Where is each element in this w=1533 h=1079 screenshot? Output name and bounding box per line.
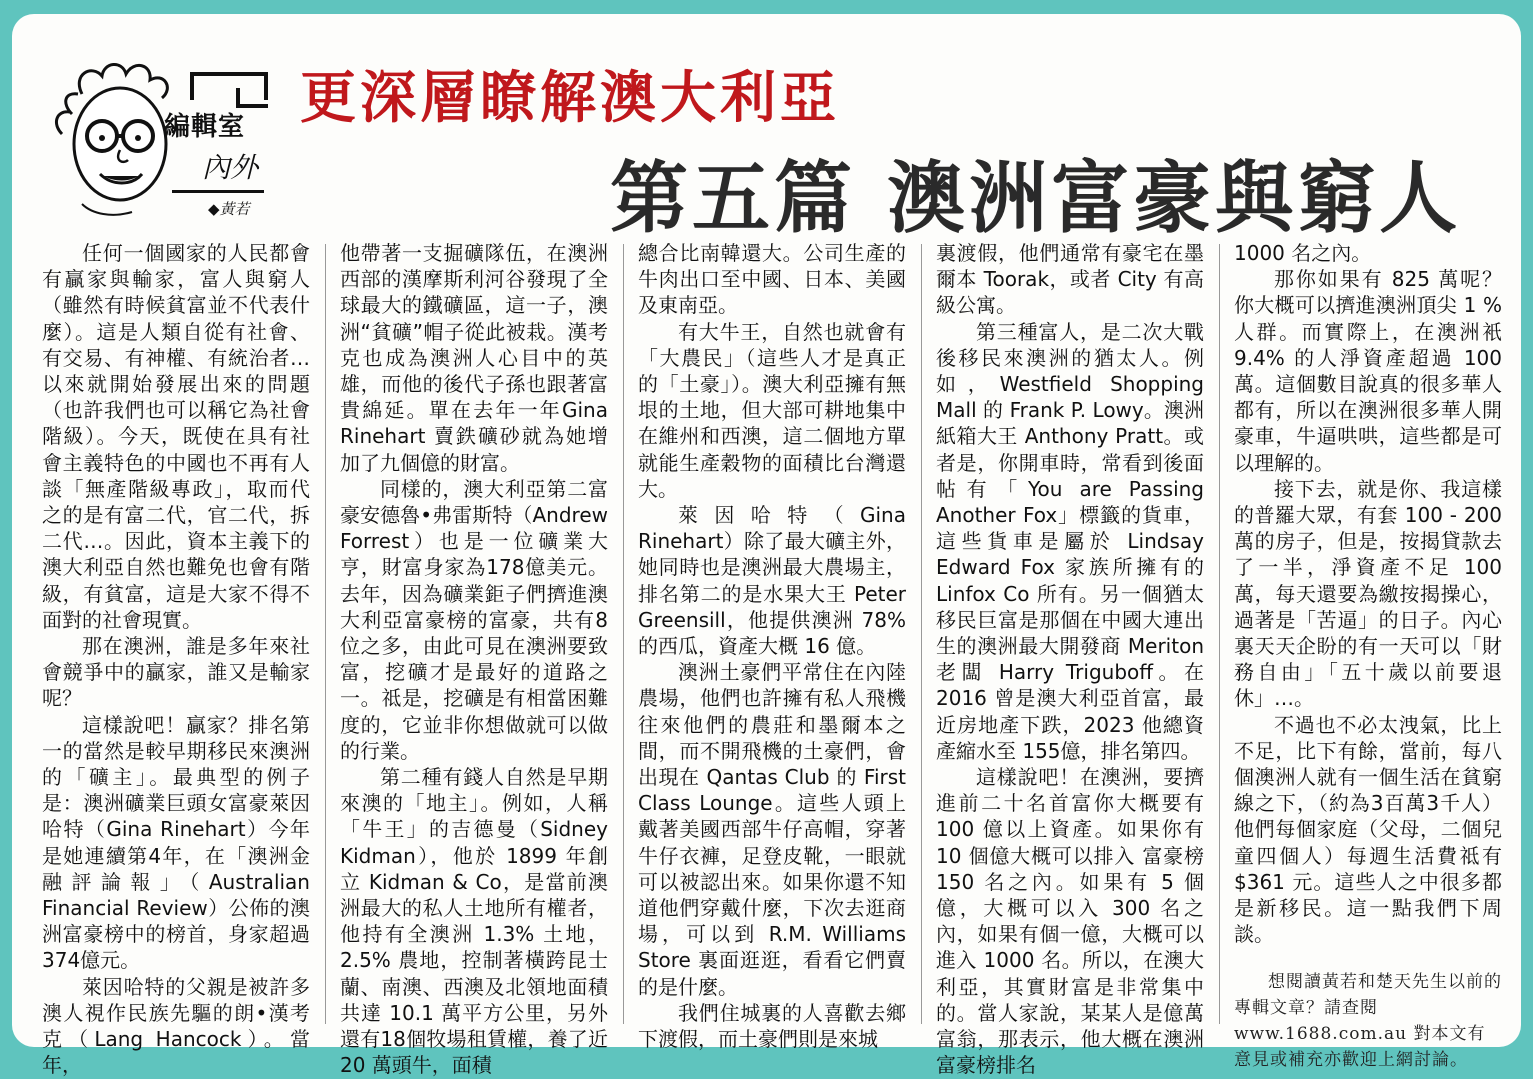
series-title: 更深層瞭解澳大利亞 xyxy=(300,65,840,131)
paragraph: 有大牛王，自然也就會有「大農民」（這些人才是真正的「土豪」）。澳大利亞擁有無垠的土地，但大部可耕地集中在維州和西澳，這二個地方單就能生產穀物的面積比台灣還大。 xyxy=(638,319,906,501)
column-5 xyxy=(1234,240,1502,1071)
column-divider xyxy=(1219,244,1220,1024)
paragraph: 那在澳洲，誰是多年來社會競爭中的贏家，誰又是輸家呢？ xyxy=(42,634,310,711)
paragraph: 同樣的，澳大利亞第二富豪安德魯•弗雷斯特（Andrew Forrest）也是一位礦業大亨，財富身家為178億美元。去年，因為礦業鉅子們擠進澳大利亞富豪榜的富豪，共有8位之多，由此可見在澳洲要致富，挖礦才是最好的道路之一。祗是，挖礦是有相當困難度的，它並非你想做就可以做的行業。 xyxy=(340,476,608,763)
newspaper-page xyxy=(12,14,1521,1078)
column-4 xyxy=(936,240,1204,1078)
article-body xyxy=(42,240,1504,1078)
column-name: 內外 xyxy=(202,151,259,184)
paragraph: 裏渡假，他們通常有豪宅在墨爾本 Toorak，或者 City 有高級公寓。 xyxy=(936,241,1204,318)
paragraph: 第三種富人，是二次大戰後移民來澳洲的猶太人。例如，Westfield Shopping Mall 的 Frank P. Lowy。澳洲紙箱大王 Anthony Pratt。或者是，你開車時，常看到後面帖有「You are Passing Another Fox」標籤的貨車，這些貨車是屬於 Lindsay Edward Fox 家族所擁有的 Linfox Co 所有。另一個猶太移民巨富是那個在中國大連出生的澳洲最大開發商 Meriton 老闆 Harry Triguboff。在 2016 曾是澳大利亞首富，最近房地產下跌，2023 他總資產縮水至 155億，排名第四。 xyxy=(936,319,1204,763)
column-divider xyxy=(921,244,922,1024)
byline-rule xyxy=(172,190,264,193)
column-divider xyxy=(325,244,326,1024)
paragraph: 他帶著一支掘礦隊伍，在澳洲西部的漢摩斯利河谷發現了全球最大的鐵礦區，這一子，澳洲“貧礦”帽子從此被栽。漢考克也成為澳洲人心目中的英雄，而他的後代子孫也跟著富貴綿延。單在去年一年Gina Rinehart 賣鉄礦砂就為她增加了九個億的財富。 xyxy=(340,241,608,475)
column-divider xyxy=(623,244,624,1024)
headline: 第五篇 澳洲富豪與窮人 xyxy=(610,154,1462,244)
paragraph: 不過也不必太洩氣，比上不足，比下有餘，當前，每八個澳洲人就有一個生活在貧窮線之下，（約為3百萬3千人）他們每個家庭（父母，二個兒童四個人）每週生活費祗有 $361 元。這些人之中很多都是新移民。這一點我們下周談。 xyxy=(1234,712,1502,947)
column-logo-icon xyxy=(190,72,268,100)
paragraph: 萊因哈特的父親是被許多澳人視作民族先驅的朗•漢考克（Lang Hancock）。當年， xyxy=(42,974,310,1078)
footer-note: 想閱讀黃若和楚天先生以前的專輯文章？請查閱 www.1688.com.au 對本文有意見或補充亦歡迎上網討論。 xyxy=(1234,972,1502,1071)
paragraph: 我們住城裏的人喜歡去鄉下渡假，而土豪們則是來城 xyxy=(638,1000,906,1052)
paragraph: 這樣說吧！在澳洲，要擠進前二十名首富你大概要有 100 億以上資產。如果你有 10 個億大概可以排入 富豪榜 150 名之內。如果有 5 個億，大概可以入 300 名之內，如果有個一億，大概可以進入 1000 名。所以，在澳大利亞，其實財富是非常集中的。當人家說，某某人是億萬富翁，那表示，他大概在澳洲富豪榜排名 xyxy=(936,765,1204,1078)
paragraph: 總合比南韓還大。公司生產的牛肉出口至中國、日本、美國及東南亞。 xyxy=(638,241,906,318)
paragraph: 接下去，就是你、我這樣的普羅大眾，有套 100 - 200 萬的房子，但是，按揭貸款去了一半，淨資產不足 100 萬，每天還要為繳按揭操心，過著是「苦逼」的日子。內心裏天天企盼的有一天可以「財務自由」「五十歲以前要退休」…。 xyxy=(1234,476,1502,711)
column-1 xyxy=(42,240,310,1078)
paragraph: 第二種有錢人自然是早期來澳的「地主」。例如，人稱「牛王」的吉德曼（Sidney Kidman），他於 1899 年創立 Kidman & Co，是當前澳洲最大的私人土地所有權者，他持有全澳洲 1.3% 土地，2.5% 農地，控制著橫跨昆士蘭、南澳、西澳及北領地面積共達 10.1 萬平方公里，另外還有18個牧場租賃權，養了近 20 萬頭牛，面積 xyxy=(340,765,608,1078)
paragraph: 這樣說吧！贏家？排名第一的當然是較早期移民來澳洲的「礦主」。最典型的例子是：澳洲礦業巨頭女富豪萊因哈特（Gina Rinehart）今年是她連續第4年，在「澳洲金融評論報」（Australian Financial Review）公佈的澳洲富豪榜中的榜首，身家超過374億元。 xyxy=(42,712,310,973)
paragraph: 萊因哈特（Gina Rinehart）除了最大礦主外，她同時也是澳洲最大農場主，排名第二的是水果大王 Peter Greensill，他提供澳洲 78% 的西瓜，資產大概 16 億。 xyxy=(638,503,906,659)
department-label: 編輯室 xyxy=(164,112,246,142)
paragraph: 那你如果有 825 萬呢？你大概可以擠進澳洲頂尖 1 % 人群。而實際上，在澳洲衹 9.4% 的人淨資產超過 100萬。這個數目說真的很多華人都有，所以在澳洲很多華人開豪車，牛逼哄哄，這些都是可以理解的。 xyxy=(1234,267,1502,475)
paragraph: 澳洲土豪們平常住在內陸農場，他們也許擁有私人飛機往來他們的農莊和墨爾本之間，而不開飛機的土豪們，會出現在 Qantas Club 的 First Class Lounge。這些人頭上戴著美國西部牛仔高帽，穿著牛仔衣褲，足登皮靴，一眼就可以被認出來。如果你還不知道他們穿戴什麼，下次去逛商場，可以到 R.M. Williams Store 裏面逛逛，看看它們賣的是什麼。 xyxy=(638,660,906,999)
paragraph: 任何一個國家的人民都會有贏家與輸家，富人與窮人（雖然有時候貧富並不代表什麼）。這是人類自從有社會、有交易、有神權、有統治者…以來就開始發展出來的問題（也許我們也可以稱它為社會階級）。今天，既使在具有社會主義特色的中國也不再有人談「無產階級專政」，取而代之的是有富二代，官二代，拆二代…。因此，資本主義下的澳大利亞自然也難免也會有階級，有貧富，這是大家不得不面對的社會現實。 xyxy=(42,241,310,632)
paragraph: 1000 名之內。 xyxy=(1234,241,1372,265)
column-2 xyxy=(340,240,608,1078)
column-3 xyxy=(638,240,906,1052)
author-byline: ◆黃若 xyxy=(208,200,250,218)
